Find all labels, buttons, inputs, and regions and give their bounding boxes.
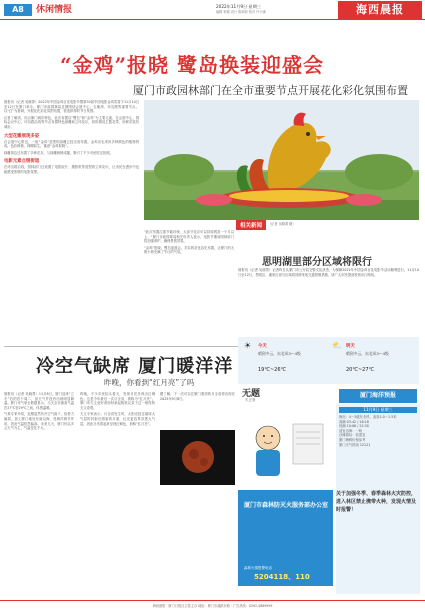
tomorrow-temp: 20℃~27℃: [346, 367, 375, 373]
editor-credits: 编辑 柯锦 设计 陈莉莉 校对 许小溪: [216, 10, 266, 14]
weather-paragraph: 昨晚，不少市民抬头看天，发现月亮呈现出红铜色。这是今年最后一次月全食，被称为“红月亮”。厦门市天文爱好者纷纷拿起相机记录下这一难得的天文奇观。: [80, 392, 155, 410]
weather-column-3: [160, 392, 235, 401]
issue-date: 2022年11月9日 星期三: [216, 4, 262, 9]
forecast-item: 海况：4～5级东北风，浪高1.0～1.5米: [339, 415, 397, 419]
lead-column-1: [4, 100, 139, 175]
weather-paragraph: 据了解，下一次可以在厦门看到的月全食将出现在2025年9月8日。: [160, 392, 235, 401]
related-news-paragraph: 晨报讯（记者 吴晓菁）记者昨日从厦门市公安局交警支队获悉，为保障2022年中国金鸡百花电影节活动顺利进行，11月10日至12日，思明区、湖里区部分区域将视情采取交通管制措施，请广大市民提前规划出行路线。: [238, 268, 419, 277]
tomorrow-label: 明天: [346, 344, 355, 349]
lead-subhead: 厦门市政园林部门在全市重要节点开展花化彩化氛围布置: [133, 84, 408, 97]
weather-paragraph: 气象专家介绍，近期虽然有冷空气南下，但势力偏弱，加上厦门地处东南沿海，受海洋调节作用，因此气温依然偏高。未来几天，厦门仍以多云天气为主，气温变化不大。: [4, 412, 74, 431]
red-moon-photo: [160, 430, 235, 485]
page-footer: 海西晨报 · 厦门日报社主管主办 地址：厦门市湖滨东路 · 广告热线：0592-5889999: [0, 600, 425, 611]
golden-rooster-topiary-illustration: [144, 100, 419, 220]
comic-illustration: [238, 404, 333, 486]
ad-slogan: 关于加强冬季、春季森林火灾防控，进入林区禁止携带火种，发现火情及时报警！: [336, 491, 417, 513]
fire-prevention-ad: [238, 490, 333, 586]
lead-subtitle: 大型花雕展现多姿: [4, 133, 40, 139]
ad-phone: 5204118、110: [254, 573, 310, 581]
cloud-icon: ⛅: [332, 341, 342, 350]
photo-credit: （记者 吴晓菁 摄）: [268, 222, 296, 226]
page-header: [0, 0, 425, 20]
related-news-title: 思明湖里部分区域将限行: [262, 257, 372, 268]
weather-subhead: 昨晚，你看到“红月亮”了吗: [104, 378, 195, 387]
page-number: A8: [4, 4, 32, 16]
weather-paragraph: 天文专家表示，月全食发生时，太阳光经过地球大气层的折射后照射到月面，红光更容易穿透大气层，因此月亮看起来呈现红铜色，俗称“红月亮”。: [80, 412, 155, 426]
forecast-item: 厦门天气热线 12121: [339, 442, 371, 447]
today-temp: 19℃~26℃: [258, 367, 287, 373]
lead-paragraph: 在环岛路沿线，园林部门还设置了电影胶片、摄影机等造型的立体花坛，让市民在漫步中也能感受浓厚的电影氛围。: [4, 165, 139, 174]
tomorrow-desc: 晴到多云，东北风3～4级: [346, 351, 389, 356]
lead-paragraph: 绿雕周边还布置了多种花卉，与绿雕相映成趣，吸引了不少市民驻足拍照。: [4, 150, 113, 155]
comic-title: 无题: [242, 389, 261, 399]
lead-paragraph: 在会展中心附近，一组“金鸡”造型的绿雕已经完成布置。金鸡羽毛采用多种颜色的植物拼成，色彩鲜艳，栩栩如生，寓意“金鸡报晓”。: [4, 139, 139, 149]
forecast-date: 11月9日 星期三: [339, 407, 417, 413]
ad-subtitle: 森林火情报警电话: [244, 566, 272, 570]
lead-headline: “金鸡”报晓 鹭岛换装迎盛会: [60, 53, 324, 77]
sun-icon: ☀: [244, 341, 252, 350]
ad-title: 厦门市森林防灭火服务部办公室: [244, 502, 329, 509]
lead-paragraph: 晨报讯（记者 吴晓菁）2022年中国金鸡百花电影节暨第35届中国电影金鸡奖将于11月10日至12日在厦门举办。厦门市政园林局近期围绕会展中心、五缘湾、环岛路等重要节点，以“红”为基调，开展花化彩化氛围布置，营造浓厚的节日氛围。: [4, 100, 139, 114]
lead-photo: [144, 100, 419, 220]
newspaper-logo: 海西晨报: [338, 1, 422, 19]
lead-paragraph: “金鸡”报晓，鹭岛迎盛会。多彩的花化彩化布置，让厦门的大街小巷充满了节日的气氛。: [144, 245, 234, 255]
weather-paragraph: 晨报讯（记者 吴晓菁）11月8日，厦门迎来“立冬”后的首个周二，但天气并没有出现明显降温。厦门市气象台数据显示，当天全市最高气温在27℃至29℃之间，体感温暖。: [4, 392, 74, 410]
forecast-title: 厦门海洋预报: [339, 389, 417, 403]
related-news-label: 相关新闻: [236, 220, 266, 230]
lead-subtitle: 电影元素点缀街道: [4, 159, 40, 165]
forecast-item: 厦门海鲜价格参考: [339, 437, 366, 442]
lead-paragraph: “此次布置注重节能环保，大部分花卉可以持续观赏一个月以上。”厦门市政园林局相关负责人表示，电影节期间园林部门将加强养护，确保景观效果。: [144, 230, 234, 244]
lead-column-2: [144, 230, 234, 255]
related-news-body: [238, 268, 419, 277]
comic-author: 朱正康: [245, 398, 256, 402]
forecast-item: 适宜出海：一般: [339, 428, 363, 433]
lead-paragraph: 记者了解到，结合厦门城市特色，此次布置以“鹭岛”和“金鸡”为主要元素，在会展中心、国际会议中心、环岛路沿线等节点布置特色绿雕和立体花坛，同时增设主题花带，用鲜花装扮城市。: [4, 115, 139, 129]
today-desc: 晴到多云，东北风3～4级: [258, 351, 301, 356]
weather-panel: [238, 337, 419, 384]
weather-headline: 冷空气缺席 厦门暖洋洋: [36, 356, 234, 377]
section-divider: [4, 346, 239, 347]
forecast-item: 高潮 03:42 / 16:18: [339, 419, 369, 424]
today-label: 今天: [258, 344, 267, 349]
weather-column-2: [80, 392, 155, 426]
weather-column-1: [4, 392, 74, 431]
forecast-item: 低潮 10:06 / 22:30: [339, 424, 369, 429]
forecast-item: 沙滩游玩：较适宜: [339, 433, 366, 438]
section-title: 休闲情报: [36, 5, 73, 15]
